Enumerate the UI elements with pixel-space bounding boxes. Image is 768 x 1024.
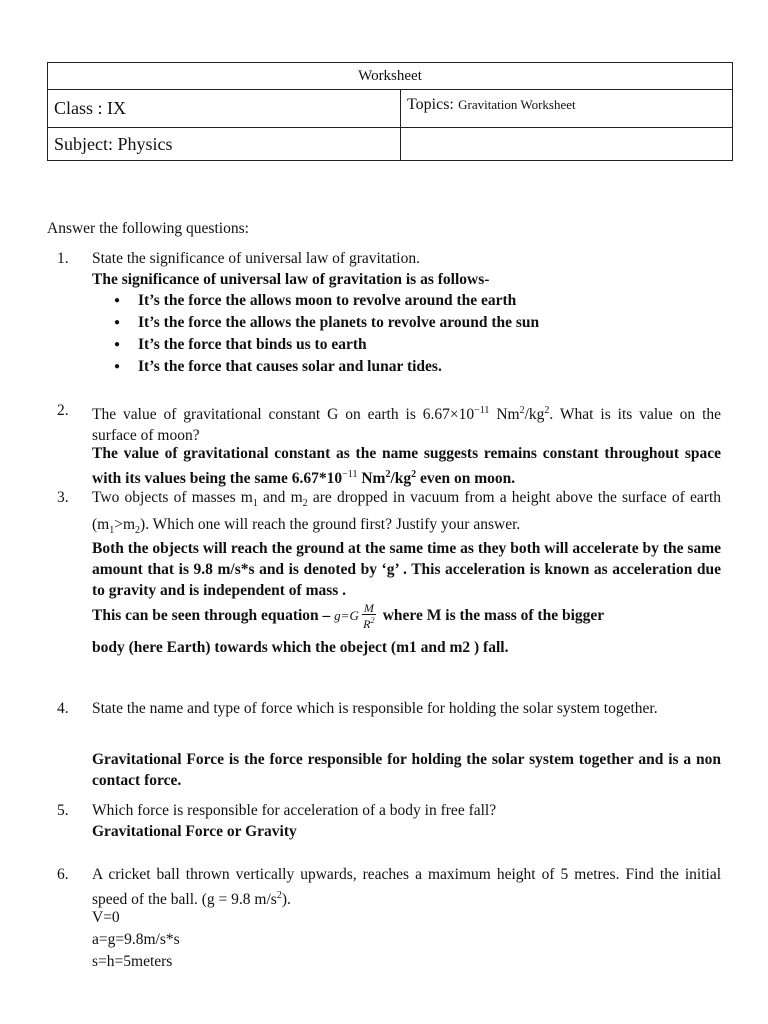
work-line: V=0 bbox=[92, 909, 120, 926]
header-table bbox=[47, 62, 733, 161]
list-item: ● It’s the force that binds us to earth bbox=[92, 334, 539, 356]
answer-2: The value of gravitational constant as the name suggests remains constant throughout space with its values being the same $6.67*10^{-11}$ $Nm^2/kg^2$ even on moon. bbox=[92, 445, 721, 488]
list-item: ● It’s the force the allows the planets to revolve around the sun bbox=[92, 312, 539, 334]
work-line: a=g=9.8m/s*s bbox=[92, 931, 180, 948]
answer-3: Both the objects will reach the ground at the same time as they both will accelerate by the same amount that is 9.8 m/s*s and is denoted by ‘g’ . This acceleration is known as acceleration due to gravity and is independent of mass . bbox=[92, 540, 721, 599]
question-number-2: 2. bbox=[57, 402, 69, 419]
question-4: State the name and type of force which is responsible for holding the solar system together. bbox=[92, 700, 658, 717]
question-number-4: 4. bbox=[57, 700, 69, 717]
topics-label: Topics: bbox=[407, 96, 454, 113]
answer-3-equation-line: This can be seen through equation – g=G $\frac{M}{R^2}$ where M is the mass of the bigger bbox=[92, 601, 605, 632]
answer-1-bullet-list bbox=[92, 290, 539, 378]
instruction-text: Answer the following questions: bbox=[47, 220, 249, 237]
answer-4: Gravitational Force is the force responsible for holding the solar system together and is a non contact force. bbox=[92, 751, 721, 789]
question-3: Two objects of masses $m_1$ and $m_2$ are dropped in vacuum from a height above the surface of earth $(m_1>m_2)$. Which one will reach the ground first? Justify your answer. bbox=[92, 489, 721, 537]
topics-cell bbox=[401, 90, 733, 128]
question-6: A cricket ball thrown vertically upwards, reaches a maximum height of 5 metres. Find the initial speed of the ball. (g = 9.8 $m/s^2$). bbox=[92, 866, 721, 909]
empty-cell bbox=[401, 128, 733, 161]
question-1: State the significance of universal law of gravitation. bbox=[92, 250, 420, 267]
topics-value: Gravitation Worksheet bbox=[458, 97, 576, 112]
equation: g=G bbox=[334, 608, 359, 623]
question-5: Which force is responsible for acceleration of a body in free fall? bbox=[92, 802, 497, 819]
list-item: ● It’s the force that causes solar and lunar tides. bbox=[92, 356, 539, 378]
equation-fraction: $\frac{M}{R^2}$ bbox=[363, 601, 375, 632]
list-item: ● It’s the force the allows moon to revolve around the earth bbox=[92, 290, 539, 312]
question-number-1: 1. bbox=[57, 250, 69, 267]
answer-3-last-line: body (here Earth) towards which the obeject (m1 and m2 ) fall. bbox=[92, 639, 509, 656]
question-2: The value of gravitational constant G on earth is $6.67\times 10^{-11}$ $Nm^2/kg^2$. What is its value on the surface of moon? bbox=[92, 405, 722, 445]
answer-5: Gravitational Force or Gravity bbox=[92, 823, 297, 840]
answer-1-intro: The significance of universal law of gravitation is as follows- bbox=[92, 271, 490, 288]
question-number-5: 5. bbox=[57, 802, 69, 819]
work-line: s=h=5meters bbox=[92, 953, 173, 970]
class-label: Class : IX bbox=[48, 90, 401, 128]
worksheet-title: Worksheet bbox=[48, 63, 733, 90]
question-number-6: 6. bbox=[57, 866, 69, 883]
question-number-3: 3. bbox=[57, 489, 69, 506]
subject-label: Subject: Physics bbox=[48, 128, 401, 161]
